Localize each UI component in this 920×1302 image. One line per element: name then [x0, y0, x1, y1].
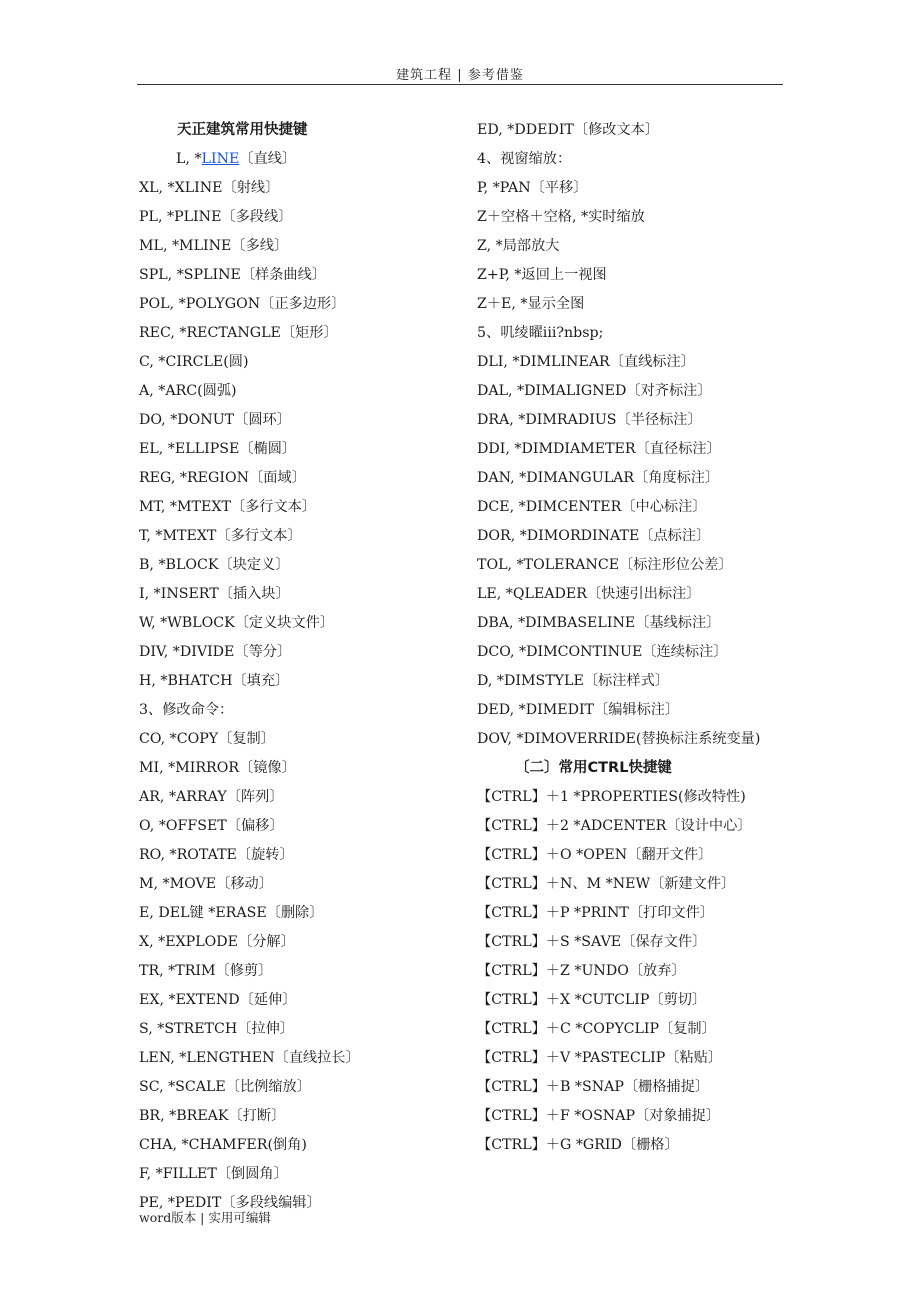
shortcut-entry: C, *CIRCLE(圆): [139, 354, 249, 370]
shortcut-entry: BR, *BREAK〔打断〕: [139, 1108, 286, 1124]
shortcut-entry: MT, *MTEXT〔多行文本〕: [139, 499, 317, 515]
shortcut-entry: 5、叽绫矅iii?nbsp;: [477, 325, 604, 341]
shortcut-entry: CO, *COPY〔复制〕: [139, 731, 275, 747]
shortcut-entry: XL, *XLINE〔射线〕: [139, 180, 280, 196]
shortcut-entry: DDI, *DIMDIAMETER〔直径标注〕: [477, 441, 721, 457]
shortcut-entry: SPL, *SPLINE〔样条曲线〕: [139, 267, 326, 283]
ctrl-shortcut-entry: 【CTRL】＋1 *PROPERTIES(修改特性): [477, 789, 746, 805]
shortcut-entry: Z+P, *返回上一视图: [477, 267, 607, 283]
shortcut-line-line: [139, 145, 459, 174]
shortcut-entry: DBA, *DIMBASELINE〔基线标注〕: [477, 615, 721, 631]
shortcut-entry: D, *DIMSTYLE〔标注样式〕: [477, 673, 669, 689]
shortcut-entry: DO, *DONUT〔圆环〕: [139, 412, 291, 428]
document-title: 天正建筑常用快捷键: [177, 122, 308, 138]
ctrl-shortcut-entry: 【CTRL】＋F *OSNAP〔对象捕捉〕: [477, 1108, 721, 1124]
shortcut-entry: SC, *SCALE〔比例缩放〕: [139, 1079, 311, 1095]
shortcut-entry: E, DEL键 *ERASE〔删除〕: [139, 905, 324, 921]
ctrl-shortcut-entry: 【CTRL】＋Z *UNDO〔放弃〕: [477, 963, 686, 979]
ctrl-shortcut-entry: 【CTRL】＋2 *ADCENTER〔设计中心〕: [477, 818, 752, 834]
shortcut-entry: POL, *POLYGON〔正多边形〕: [139, 296, 346, 312]
shortcut-entry: TOL, *TOLERANCE〔标注形位公差〕: [477, 557, 733, 573]
shortcut-entry: DOV, *DIMOVERRIDE(替换标注系统变量): [477, 731, 761, 747]
ctrl-shortcut-entry: 【CTRL】＋B *SNAP〔栅格捕捉〕: [477, 1079, 710, 1095]
ctrl-shortcut-entry: 【CTRL】＋X *CUTCLIP〔剪切〕: [477, 992, 707, 1008]
left-column: [139, 116, 459, 1218]
ctrl-shortcut-entry: 【CTRL】＋G *GRID〔栅格〕: [477, 1137, 679, 1153]
ctrl-shortcut-entry: 【CTRL】＋V *PASTECLIP〔粘贴〕: [477, 1050, 723, 1066]
line-suffix: 〔直线〕: [239, 151, 297, 167]
shortcut-entry: PE, *PEDIT〔多段线编辑〕: [139, 1195, 321, 1211]
shortcut-entry: CHA, *CHAMFER(倒角): [139, 1137, 307, 1153]
shortcut-entry: W, *WBLOCK〔定义块文件〕: [139, 615, 335, 631]
shortcut-entry: Z＋空格＋空格, *实时缩放: [477, 209, 645, 225]
line-link[interactable]: LINE: [201, 151, 240, 167]
shortcut-entry: AR, *ARRAY〔阵列〕: [139, 789, 284, 805]
shortcut-entry: DAN, *DIMANGULAR〔角度标注〕: [477, 470, 720, 486]
shortcut-entry: S, *STRETCH〔拉伸〕: [139, 1021, 294, 1037]
shortcut-entry: LEN, *LENGTHEN〔直线拉长〕: [139, 1050, 360, 1066]
shortcut-entry: F, *FILLET〔倒圆角〕: [139, 1166, 288, 1182]
ctrl-section-title: 〔二〕常用CTRL快捷键: [515, 760, 672, 776]
ctrl-shortcut-entry: 【CTRL】＋S *SAVE〔保存文件〕: [477, 934, 707, 950]
shortcut-entry: EX, *EXTEND〔延伸〕: [139, 992, 297, 1008]
shortcut-entry: A, *ARC(圆弧): [139, 383, 237, 399]
right-shortcut-list: [477, 116, 797, 754]
shortcut-entry: MI, *MIRROR〔镜像〕: [139, 760, 296, 776]
shortcut-entry: DRA, *DIMRADIUS〔半径标注〕: [477, 412, 702, 428]
shortcut-entry: Z＋E, *显示全图: [477, 296, 585, 312]
shortcut-entry: DOR, *DIMORDINATE〔点标注〕: [477, 528, 711, 544]
page-footer: word版本 | 实用可编辑: [139, 1210, 271, 1225]
shortcut-entry: DCE, *DIMCENTER〔中心标注〕: [477, 499, 707, 515]
shortcut-entry: ED, *DDEDIT〔修改文本〕: [477, 122, 660, 138]
shortcut-entry: DAL, *DIMALIGNED〔对齐标注〕: [477, 383, 712, 399]
shortcut-entry: T, *MTEXT〔多行文本〕: [139, 528, 302, 544]
shortcut-entry: 4、视窗缩放：: [477, 151, 572, 167]
shortcut-entry: B, *BLOCK〔块定义〕: [139, 557, 290, 573]
shortcut-entry: RO, *ROTATE〔旋转〕: [139, 847, 294, 863]
shortcut-entry: M, *MOVE〔移动〕: [139, 876, 273, 892]
shortcut-entry: I, *INSERT〔插入块〕: [139, 586, 290, 602]
shortcut-entry: DIV, *DIVIDE〔等分〕: [139, 644, 292, 660]
shortcut-entry: REG, *REGION〔面域〕: [139, 470, 306, 486]
shortcut-entry: X, *EXPLODE〔分解〕: [139, 934, 295, 950]
line-prefix: L, *: [176, 151, 202, 167]
page-header: 建筑工程 | 参考借鉴: [396, 68, 524, 83]
shortcut-entry: Z, *局部放大: [477, 238, 560, 254]
ctrl-shortcut-list: [477, 783, 797, 1160]
shortcut-entry: ML, *MLINE〔多线〕: [139, 238, 289, 254]
shortcut-entry: 3、修改命令：: [139, 702, 234, 718]
right-column: [477, 116, 797, 1160]
left-shortcut-list: [139, 174, 459, 1218]
shortcut-entry: O, *OFFSET〔偏移〕: [139, 818, 284, 834]
shortcut-entry: LE, *QLEADER〔快速引出标注〕: [477, 586, 701, 602]
shortcut-entry: DLI, *DIMLINEAR〔直线标注〕: [477, 354, 695, 370]
shortcut-entry: DED, *DIMEDIT〔编辑标注〕: [477, 702, 680, 718]
ctrl-shortcut-entry: 【CTRL】＋C *COPYCLIP〔复制〕: [477, 1021, 716, 1037]
header-divider: [137, 84, 783, 85]
shortcut-entry: REC, *RECTANGLE〔矩形〕: [139, 325, 338, 341]
shortcut-entry: H, *BHATCH〔填充〕: [139, 673, 290, 689]
shortcut-entry: PL, *PLINE〔多段线〕: [139, 209, 293, 225]
ctrl-shortcut-entry: 【CTRL】＋P *PRINT〔打印文件〕: [477, 905, 714, 921]
shortcut-entry: P, *PAN〔平移〕: [477, 180, 588, 196]
shortcut-entry: EL, *ELLIPSE〔椭圆〕: [139, 441, 297, 457]
shortcut-entry: TR, *TRIM〔修剪〕: [139, 963, 273, 979]
ctrl-shortcut-entry: 【CTRL】＋N、M *NEW〔新建文件〕: [477, 876, 736, 892]
ctrl-shortcut-entry: 【CTRL】＋O *OPEN〔翻开文件〕: [477, 847, 713, 863]
shortcut-entry: DCO, *DIMCONTINUE〔连续标注〕: [477, 644, 728, 660]
